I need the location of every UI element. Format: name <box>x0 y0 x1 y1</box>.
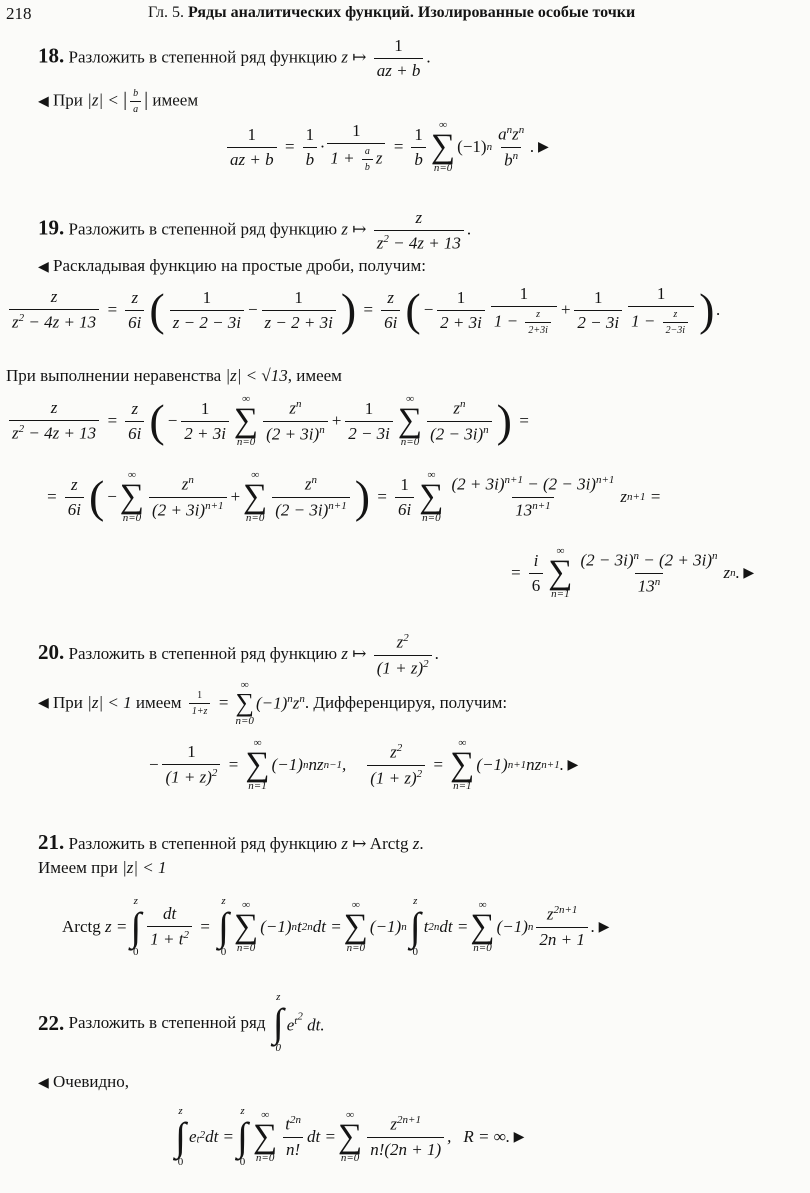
chapter-title: Ряды аналитических функций. Изолированные особые точки <box>188 4 636 21</box>
page-number: 218 <box>6 4 32 23</box>
p21-sol-text: Имеем при <box>38 858 118 877</box>
problem-21-solution-intro: Имеем при |z| < 1 <box>38 858 167 877</box>
problem-22-statement: 22. Разложить в степенной ряд z ∫ 0 $e^{t^2}$ dt. <box>38 991 325 1054</box>
p20-sol-diff: . Дифференцируя, получим: <box>304 693 508 713</box>
p19-condition-text: При выполнении неравенства <box>6 366 222 385</box>
problem-19-series-line-2: = $\frac{z}{6i}$ ( − ∞ ∑ n=0 $\frac{z^n}{(2 + 3i)^{n+1}}$ + ∞ ∑ n=0 $\frac{z^n}{(2 - 3i)^{n+1}}$ ) = $\frac{1}{6i}$ ∞ ∑ n=0 $\frac{(2 + 3i)^{n+1} - (2 - 3i)^{n+1}}{13^{n+1}}$ z n+1 = <box>46 469 662 525</box>
p22-sol-text: Очевидно, <box>53 1072 130 1091</box>
p21-func-name: Arctg <box>369 834 409 853</box>
problem-19-solution-intro <box>38 256 426 276</box>
problem-18-solution-intro: ◀ При |z| < | $\frac{b}{a}$ | имеем <box>38 88 199 115</box>
p22-radius: R = ∞. <box>463 1127 511 1146</box>
problem-18-number: 18. <box>38 43 65 68</box>
p20-sol-have: имеем <box>135 693 182 713</box>
problem-22-solution-intro <box>38 1072 129 1092</box>
running-header <box>148 4 635 22</box>
solution-start-marker: ◀ <box>38 695 49 711</box>
solution-end-marker: ▶ <box>534 139 549 155</box>
problem-20-solution-intro: ◀ При |z| < 1 имеем $\frac{1}{1+z}$ = ∞ ∑ n=0 $(-1)^nz^n$ . Дифференцируя, получим: <box>38 679 508 727</box>
problem-21-number: 21. <box>38 830 65 854</box>
problem-19-number: 19. <box>38 215 65 240</box>
solution-start-marker: ◀ <box>38 260 49 275</box>
problem-20-text: Разложить в степенной ряд функцию <box>68 644 338 664</box>
problem-19-statement: 19. Разложить в степенной ряд функцию z ↦ $\frac{z}{z^2 - 4z + 13}$ . <box>38 208 472 253</box>
solution-start-marker: ◀ <box>38 94 49 110</box>
p18-sol-have: имеем <box>152 90 199 110</box>
problem-19-text: Разложить в степенной ряд функцию <box>68 219 338 239</box>
problem-19-series-line-1: $\frac{z}{z^2 - 4z + 13}$ = $\frac{z}{6i}$ ( − $\frac{1}{2 + 3i}$ ∞ ∑ n=0 $\frac{z^n}{(2 + 3i)^n}$ + $\frac{1}{2 - 3i}$ ∞ ∑ n=0 $\frac{z^n}{(2 - 3i)^n}$ ) = <box>6 394 530 448</box>
problem-18-text: Разложить в степенной ряд функцию <box>68 47 338 67</box>
solution-end-marker: ▶ <box>510 1129 525 1145</box>
problem-20-number: 20. <box>38 640 65 665</box>
solution-end-marker: ▶ <box>563 757 579 773</box>
p19-condition-have: , имеем <box>287 366 342 385</box>
problem-20-derivative: − $\frac{1}{(1 + z)^2}$ = ∞ ∑ n=1 (−1) n nz n−1 , $\frac{z^2}{(1 + z)^2}$ = ∞ ∑ n=1 (−1) n+1 nz n+1 . ▶ <box>148 737 579 793</box>
problem-19-series-line-3: = $\frac{i}{6}$ ∞ ∑ n=1 $\frac{(2 - 3i)^n - (2 + 3i)^n}{13^n}$ z n . ▶ <box>510 545 755 601</box>
problem-20-statement: 20. Разложить в степенной ряд функцию z ↦ $\frac{z^2}{(1 + z)^2}$ . <box>38 632 439 678</box>
solution-start-marker: ◀ <box>38 1076 49 1091</box>
problem-18-equation: $\frac{1}{az + b}$ = $\frac{1}{b}$ · 1 1 + $\frac{a}{b}$ z = $\frac{1}{b}$ ∞ ∑ n=0 (−1) n $\frac{a^nz^n}{b^n}$ . ▶ <box>224 120 549 174</box>
problem-19-condition: При выполнении неравенства |z| < √13, имеем <box>6 366 342 385</box>
solution-end-marker: ▶ <box>595 919 610 935</box>
problem-21-equation: Arctg z = z ∫ 0 $\frac{dt}{1 + t^2}$ = z ∫ 0 ∞ ∑ n=0 (−1) n t 2n dt = ∞ ∑ n=0 (−1) n z ∫ 0 t 2n dt = ∞ ∑ n=0 (−1) n $\frac{z^{2n+1}}{2n + 1}$ . ▶ <box>62 895 610 958</box>
problem-21-text: Разложить в степенной ряд функцию <box>68 834 338 853</box>
problem-22-text: Разложить в степенной ряд <box>68 1013 266 1032</box>
chapter-label: Гл. 5. <box>148 4 185 21</box>
p19-sol-text: Раскладывая функцию на простые дроби, получим: <box>53 256 426 275</box>
solution-end-marker: ▶ <box>739 565 755 581</box>
p18-sol-intro: При <box>53 90 83 110</box>
problem-19-partial-fractions: $\frac{z}{z^2 - 4z + 13}$ = $\frac{z}{6i}$ ( $\frac{1}{z - 2 - 3i}$ − $\frac{1}{z - 2 + 3i}$ ) = $\frac{z}{6i}$ ( − $\frac{1}{2 + 3i}$ 1 1 − $\frac{z}{2+3i}$ + $\frac{1}{2 - 3i}$ 1 1 − $\frac{z}{2-3i}$ ) . <box>6 284 721 336</box>
problem-22-number: 22. <box>38 1010 65 1035</box>
problem-21-statement: 21. Разложить в степенной ряд функцию z ↦ Arctg z. <box>38 830 424 854</box>
p20-sol-intro: При <box>53 693 83 713</box>
problem-18-statement: 18. Разложить в степенной ряд функцию z ↦ $\frac{1}{az + b}$ . <box>38 36 431 80</box>
problem-22-equation: z ∫ 0 e $t^2$ dt = z ∫ 0 ∞ ∑ n=0 $\frac{t^{2n}}{n!}$ dt = ∞ ∑ n=0 $\frac{z^{2n+1}}{n!(2n + 1)}$ , R = ∞. ▶ <box>175 1105 525 1168</box>
